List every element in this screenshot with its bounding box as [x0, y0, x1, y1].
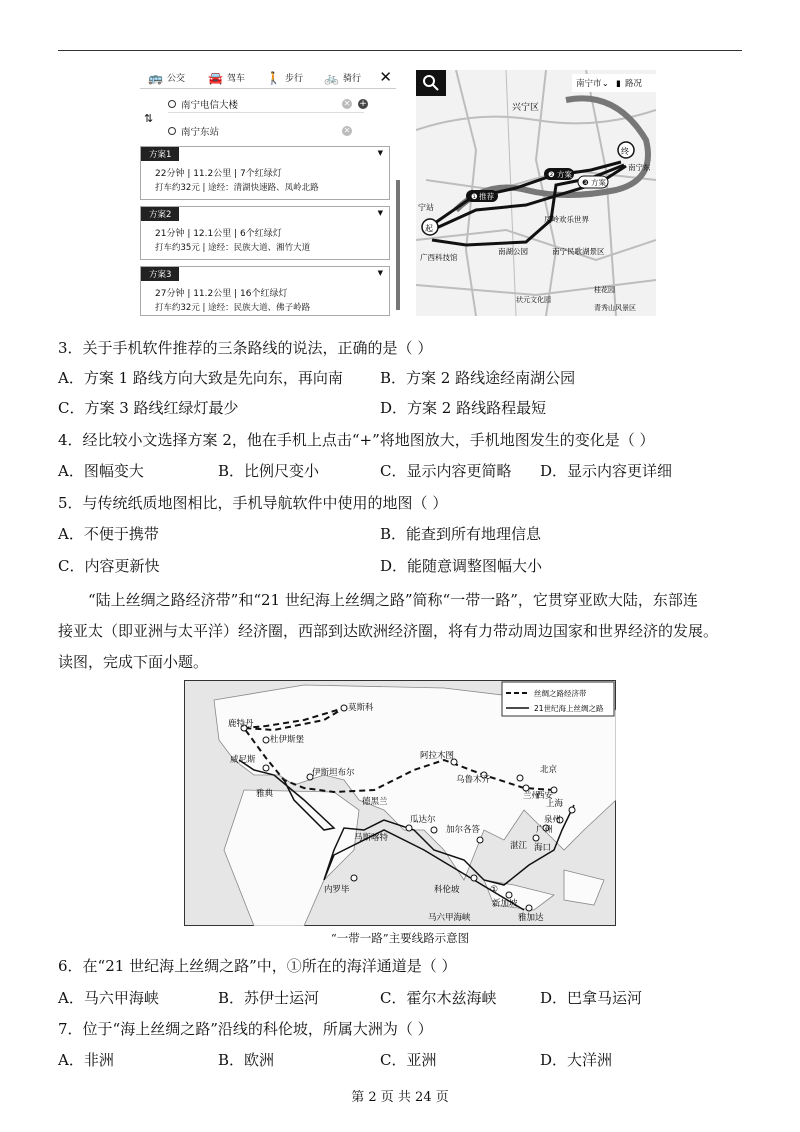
city-label: 广州: [536, 825, 554, 835]
map-caption: “一带一路”主要线路示意图: [330, 931, 470, 945]
poi-label: 桂花园: [594, 286, 615, 294]
passage-line-3: 读图，完成下面小题。: [58, 653, 209, 671]
city-label: 雅加达: [518, 913, 544, 923]
mode-drive[interactable]: 🚘 驾车: [208, 70, 245, 85]
city-label: 北京: [540, 765, 558, 775]
district-label: 兴宁区: [512, 103, 540, 113]
q5-option-d: D．能随意调整图幅大小: [380, 557, 543, 575]
origin-field[interactable]: 南宁电信大楼: [168, 97, 238, 111]
city-label: 湛江: [510, 841, 528, 851]
q6-option-b: B．苏伊士运河: [218, 989, 320, 1007]
origin-dot-icon: [168, 100, 176, 108]
city-label: 兰州: [523, 791, 541, 801]
q4-option-b: B．比例尺变小: [218, 462, 320, 480]
page-footer: 第 2 页 共 24 页: [351, 1090, 449, 1105]
car-icon: 🚘: [208, 70, 223, 85]
city-label: 威尼斯: [230, 755, 256, 765]
city-label: 新加坡: [492, 899, 518, 909]
q7-option-d: D．大洋洲: [540, 1051, 613, 1069]
plan-tag: 方案2: [141, 207, 179, 221]
city-label: 加尔各答: [446, 825, 481, 835]
route-plan-1[interactable]: [140, 146, 390, 200]
bike-icon: 🚲: [324, 70, 339, 85]
destination-field[interactable]: 南宁东站: [168, 124, 219, 138]
scrollbar[interactable]: [396, 180, 400, 310]
city-label: 西安: [536, 791, 554, 801]
svg-text:❶: ❶: [471, 192, 478, 201]
traffic-toggle[interactable]: 路况: [625, 79, 643, 89]
city-label: 上海: [546, 799, 564, 809]
city-label: 马斯喀特: [354, 833, 389, 843]
destination-dot-icon: [168, 127, 176, 135]
swap-icon[interactable]: ⇅: [144, 112, 154, 125]
end-marker-label: 终: [621, 147, 629, 156]
q5-option-a: A．不便于携带: [58, 525, 159, 543]
plan-summary: 21分钟 | 12.1公里 | 6个红绿灯: [155, 229, 282, 239]
add-waypoint-icon[interactable]: +: [359, 99, 367, 109]
city-label: 内罗毕: [324, 885, 350, 895]
q5-option-c: C．内容更新快: [58, 557, 160, 575]
poi-label: 青秀山风景区: [594, 304, 636, 312]
plan2-label: 方案: [557, 170, 572, 179]
legend-land: 丝绸之路经济带: [534, 689, 587, 698]
city-route-map[interactable]: [416, 70, 656, 316]
city-label: 伊斯坦布尔: [312, 768, 355, 778]
plan-tag: 方案1: [141, 147, 179, 161]
city-label: 海口: [534, 843, 552, 853]
channel-marker: ①: [490, 885, 499, 895]
belt-road-map: [184, 680, 616, 926]
clear-origin-icon[interactable]: ✕: [343, 99, 351, 108]
city-label: 鹿特丹: [228, 719, 254, 729]
plan3-label: 方案: [591, 178, 606, 187]
q7-option-c: C．亚洲: [380, 1051, 437, 1069]
q6-option-c: C．霍尔木兹海峡: [380, 989, 497, 1007]
route-panel: [140, 66, 396, 314]
close-icon[interactable]: ✕: [379, 68, 392, 86]
poi-label: 凤岭欢乐世界: [544, 215, 589, 224]
question-4: 4．经比较小文选择方案 2，他在手机上点击“+”将地图放大，手机地图发生的变化是（ ）: [58, 431, 655, 449]
poi-label: 状元文化园: [516, 296, 551, 304]
svg-text:❸: ❸: [582, 178, 589, 187]
city-label: 阿拉木图: [420, 751, 455, 761]
q5-option-b: B．能查到所有地理信息: [380, 525, 542, 543]
city-label: 德黑兰: [362, 797, 388, 807]
q3-option-c: C．方案 3 路线红绿灯最少: [58, 399, 239, 417]
chevron-down-icon[interactable]: ▼: [377, 149, 383, 157]
q3-option-b: B．方案 2 路线途经南湖公园: [380, 369, 576, 387]
clear-destination-icon[interactable]: ✕: [343, 126, 351, 135]
passage-line-1: “陆上丝绸之路经济带”和“21 世纪海上丝绸之路”简称“一带一路”，它贯穿亚欧大陆，东部连: [88, 591, 698, 609]
svg-text:❷: ❷: [548, 170, 555, 179]
chevron-down-icon[interactable]: ⌄: [602, 79, 609, 88]
plan-tag: 方案3: [141, 267, 179, 281]
start-marker-label: 起: [425, 224, 433, 233]
q6-option-a: A．马六甲海峡: [58, 989, 159, 1007]
plan-summary: 27分钟 | 11.2公里 | 16个红绿灯: [155, 289, 288, 299]
recommend-label: 推荐: [479, 192, 494, 201]
mode-bus[interactable]: 🚌 公交: [148, 70, 185, 85]
city-label: 乌鲁木齐: [456, 775, 491, 785]
question-5: 5．与传统纸质地图相比，手机导航软件中使用的地图（ ）: [58, 494, 448, 512]
transport-mode-bar: [140, 66, 396, 89]
city-label: 莫斯科: [348, 703, 374, 713]
city-label: 泉州: [544, 815, 562, 825]
mode-bike[interactable]: 🚲 骑行: [324, 70, 361, 85]
q7-option-b: B．欧洲: [218, 1051, 275, 1069]
poi-label: 广西科技馆: [420, 253, 458, 262]
question-6: 6．在“21 世纪海上丝绸之路”中，①所在的海洋通道是（ ）: [58, 957, 457, 975]
city-label: 雅典: [256, 789, 274, 799]
city-select[interactable]: 南宁市: [576, 79, 602, 89]
q6-option-d: D．巴拿马运河: [540, 989, 643, 1007]
plan-detail: 打车约35元 | 途经：民族大道、湘竹大道: [155, 243, 311, 253]
route-plan-2[interactable]: [140, 206, 390, 260]
q4-option-d: D．显示内容更详细: [540, 462, 673, 480]
legend: [502, 682, 614, 716]
plan-detail: 打车约32元 | 途经：民族大道、佛子岭路: [155, 303, 311, 313]
q3-option-d: D．方案 2 路线路程最短: [380, 399, 547, 417]
station-label: 宁站: [418, 203, 434, 212]
passage-line-2: 接亚太（即亚洲与太平洋）经济圈，西部到达欧洲经济圈，将有力带动周边国家和世界经济的发展。: [58, 622, 719, 640]
header-rule: [58, 50, 742, 51]
legend-sea: 21世纪海上丝绸之路: [534, 704, 604, 713]
city-label: 瓜达尔: [410, 815, 436, 825]
traffic-icon[interactable]: ▮: [616, 79, 621, 89]
q4-option-a: A．图幅变大: [58, 462, 144, 480]
field-divider: [168, 112, 364, 113]
plan-summary: 22分钟 | 11.2公里 | 7个红绿灯: [155, 169, 282, 179]
question-3: 3．关于手机软件推荐的三条路线的说法，正确的是（ ）: [58, 339, 433, 357]
walk-icon: 🚶: [266, 70, 281, 85]
poi-label: 南湖公园: [498, 247, 528, 256]
end-station-label: 南宁东: [628, 163, 651, 172]
question-7: 7．位于“海上丝绸之路”沿线的科伦坡，所属大洲为（ ）: [58, 1020, 433, 1038]
poi-label: 南宁民歌湖景区: [552, 247, 605, 256]
q4-option-c: C．显示内容更简略: [380, 462, 512, 480]
chevron-down-icon[interactable]: ▼: [377, 269, 383, 277]
q3-option-a: A．方案 1 路线方向大致是先向东，再向南: [58, 369, 343, 387]
city-label: 马六甲海峡: [428, 913, 471, 923]
q7-option-a: A．非洲: [58, 1051, 114, 1069]
search-icon[interactable]: [416, 70, 446, 96]
chevron-down-icon[interactable]: ▼: [377, 209, 383, 217]
city-label: 科伦坡: [434, 885, 460, 895]
mode-walk[interactable]: 🚶 步行: [266, 70, 303, 85]
bus-icon: 🚌: [148, 70, 163, 85]
route-plan-3[interactable]: [140, 266, 390, 316]
plan-detail: 打车约32元 | 途经：清湖快速路、凤岭北路: [155, 183, 319, 193]
city-label: 杜伊斯堡: [270, 735, 305, 745]
